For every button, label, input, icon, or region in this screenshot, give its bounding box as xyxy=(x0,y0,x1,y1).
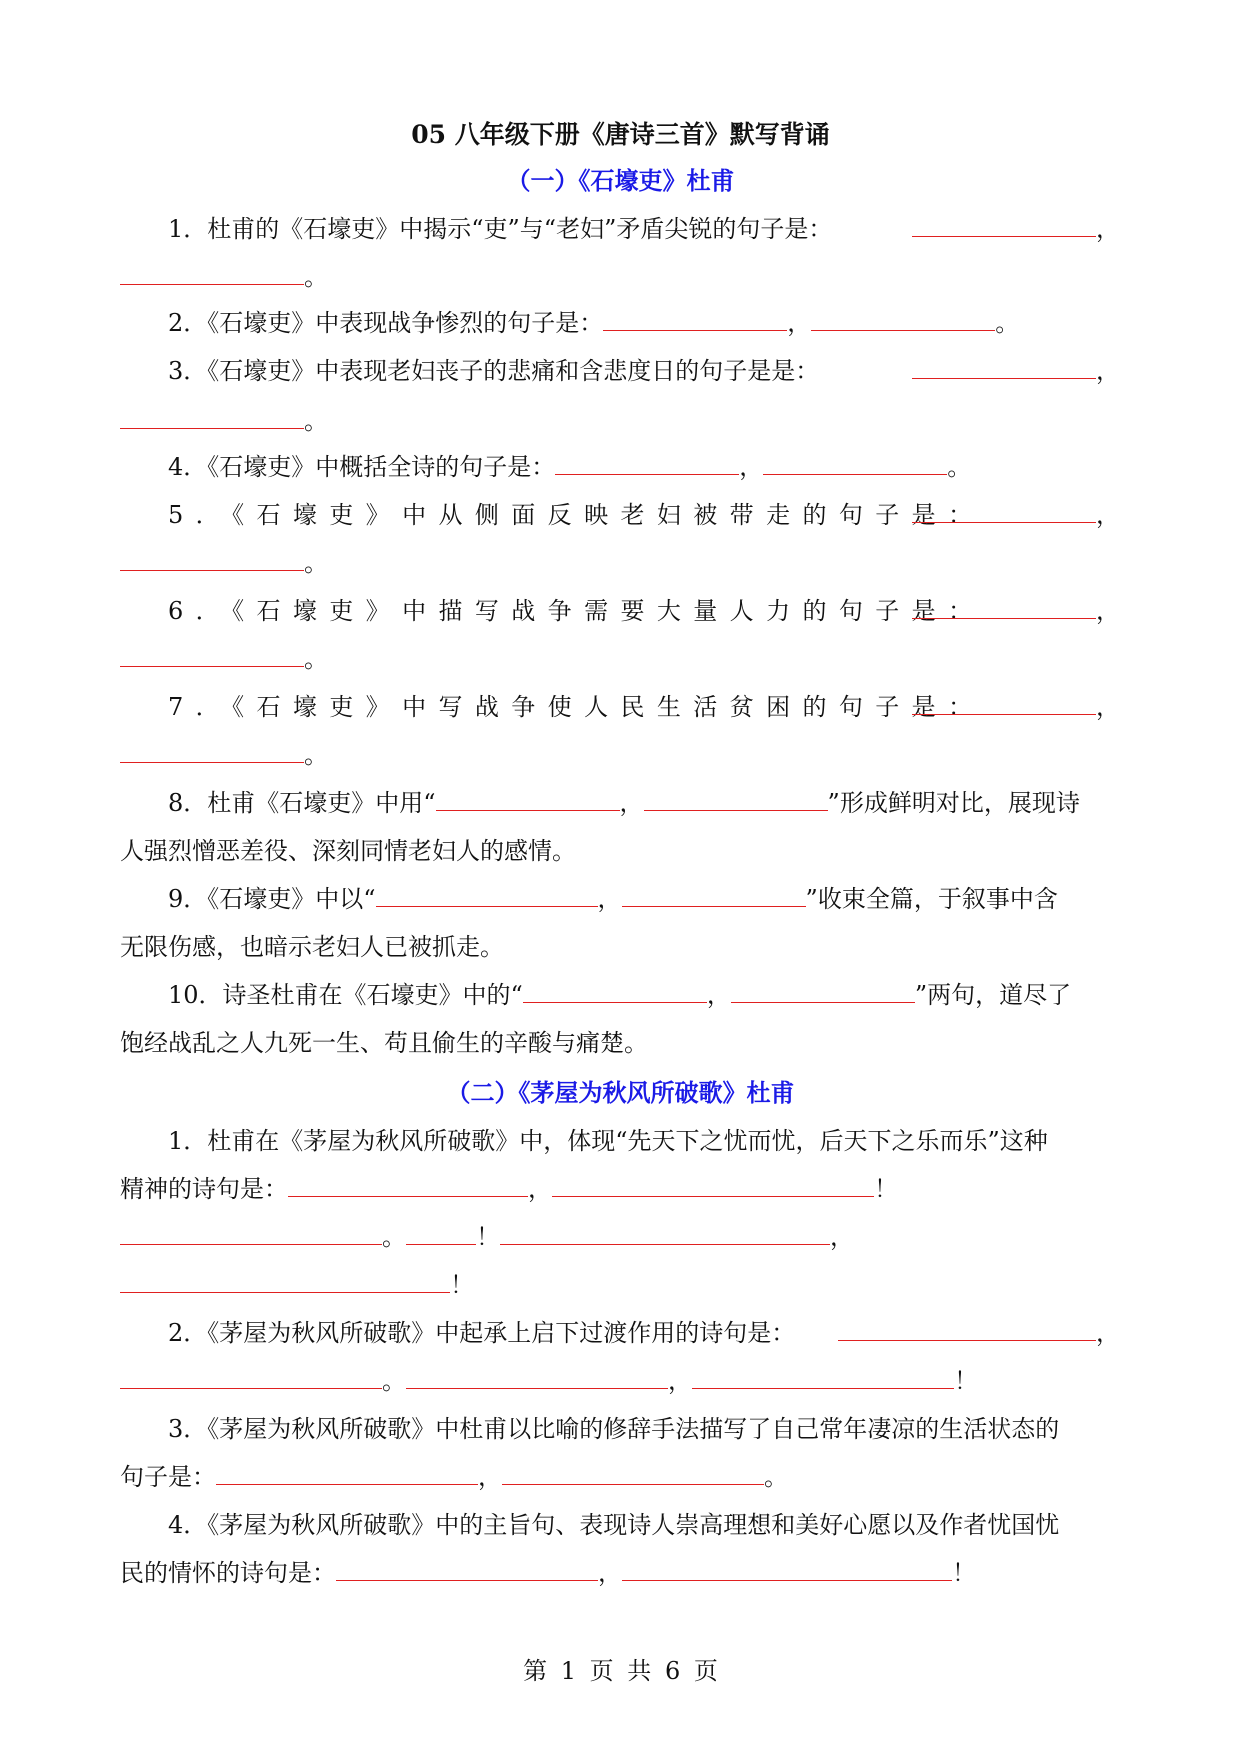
question-1-3: 3．《石壕吏》中表现老妇丧子的悲痛和含悲度日的句子是是： ， xyxy=(120,354,1120,388)
answer-blank[interactable] xyxy=(120,404,304,429)
answer-blank[interactable] xyxy=(523,978,707,1003)
question-2-1: 1．杜甫在《茅屋为秋风所破歌》中，体现“先天下之忧而忧，后天下之乐而乐”这种 xyxy=(168,1127,1048,1155)
question-1-3-cont: 。 xyxy=(120,404,1120,438)
answer-blank[interactable] xyxy=(811,306,995,331)
answer-blank[interactable] xyxy=(502,1460,764,1485)
answer-blank[interactable] xyxy=(120,1268,450,1293)
answer-blank[interactable] xyxy=(120,1364,382,1389)
answer-blank[interactable] xyxy=(120,642,304,667)
answer-blank[interactable] xyxy=(912,690,1096,715)
answer-blank[interactable] xyxy=(603,306,787,331)
answer-blank[interactable] xyxy=(120,260,304,285)
answer-blank[interactable] xyxy=(436,786,620,811)
question-1-7-cont: 。 xyxy=(120,738,1120,772)
question-2-1-cont3: ！ xyxy=(120,1268,1120,1302)
answer-blank[interactable] xyxy=(406,1364,668,1389)
question-1-10: 10．诗圣杜甫在《石壕吏》中的“ ， ”两句，道尽了 xyxy=(120,978,1120,1012)
question-1-9: 9．《石壕吏》中以“ ， ”收束全篇，于叙事中含 xyxy=(120,882,1120,916)
answer-blank[interactable] xyxy=(763,450,947,475)
question-1-1-cont: 。 xyxy=(120,260,1120,294)
answer-blank[interactable] xyxy=(912,212,1096,237)
answer-blank[interactable] xyxy=(622,1556,952,1581)
answer-blank[interactable] xyxy=(731,978,915,1003)
question-1-9-cont: 无限伤感，也暗示老妇人已被抓走。 xyxy=(120,933,504,961)
question-1-2: 2．《石壕吏》中表现战争惨烈的句子是： ， 。 xyxy=(120,306,1120,340)
question-1-10-cont: 饱经战乱之人九死一生、苟且偷生的辛酸与痛楚。 xyxy=(120,1029,648,1057)
question-1-8-cont: 人强烈憎恶差役、深刻同情老妇人的感情。 xyxy=(120,837,576,865)
answer-blank[interactable] xyxy=(912,498,1096,523)
answer-blank[interactable] xyxy=(912,354,1096,379)
answer-blank[interactable] xyxy=(644,786,828,811)
question-1-6: 6．《石壕吏》中描写战争需要大量人力的句子是： ， xyxy=(120,594,1120,628)
document-title: 05 八年级下册《唐诗三首》默写背诵 xyxy=(411,120,830,149)
question-2-1-cont2: 。 ！ ， xyxy=(120,1220,1120,1254)
question-1-1: 1．杜甫的《石壕吏》中揭示“吏”与“老妇”矛盾尖锐的句子是： ， xyxy=(120,212,1120,246)
question-1-6-cont: 。 xyxy=(120,642,1120,676)
answer-blank[interactable] xyxy=(288,1172,528,1197)
answer-blank[interactable] xyxy=(336,1556,598,1581)
question-1-4: 4．《石壕吏》中概括全诗的句子是： ， 。 xyxy=(120,450,1120,484)
question-1-8: 8．杜甫《石壕吏》中用“ ， ”形成鲜明对比，展现诗 xyxy=(120,786,1120,820)
question-2-4: 4．《茅屋为秋风所破歌》中的主旨句、表现诗人崇高理想和美好心愿以及作者忧国忧 xyxy=(168,1511,1060,1539)
question-1-5: 5．《石壕吏》中从侧面反映老妇被带走的句子是： ， xyxy=(120,498,1120,532)
question-2-3-cont: 句子是： ， 。 xyxy=(120,1460,1120,1494)
answer-blank[interactable] xyxy=(120,1220,382,1245)
question-2-3: 3．《茅屋为秋风所破歌》中杜甫以比喻的修辞手法描写了自己常年凄凉的生活状态的 xyxy=(168,1415,1060,1443)
answer-blank[interactable] xyxy=(552,1172,874,1197)
answer-blank[interactable] xyxy=(216,1460,478,1485)
question-2-1-cont: 精神的诗句是： ， ！ xyxy=(120,1172,1120,1206)
question-1-5-cont: 。 xyxy=(120,546,1120,580)
answer-blank[interactable] xyxy=(120,738,304,763)
answer-blank[interactable] xyxy=(120,546,304,571)
answer-blank[interactable] xyxy=(912,594,1096,619)
question-2-2: 2．《茅屋为秋风所破歌》中起承上启下过渡作用的诗句是： ， xyxy=(120,1316,1120,1350)
section-heading-1: （一）《石壕吏》杜甫 xyxy=(506,166,735,195)
answer-blank[interactable] xyxy=(692,1364,954,1389)
page-footer: 第 1 页 共 6 页 xyxy=(523,1657,718,1685)
answer-blank[interactable] xyxy=(555,450,739,475)
question-1-7: 7．《石壕吏》中写战争使人民生活贫困的句子是： ， xyxy=(120,690,1120,724)
answer-blank[interactable] xyxy=(838,1316,1096,1341)
question-2-2-cont: 。 ， ！ xyxy=(120,1364,1120,1398)
question-2-4-cont: 民的情怀的诗句是： ， ！ xyxy=(120,1556,1120,1590)
section-heading-2: （二）《茅屋为秋风所破歌》杜甫 xyxy=(446,1078,795,1107)
answer-blank[interactable] xyxy=(376,882,598,907)
answer-blank[interactable] xyxy=(406,1220,476,1245)
answer-blank[interactable] xyxy=(500,1220,830,1245)
answer-blank[interactable] xyxy=(622,882,806,907)
